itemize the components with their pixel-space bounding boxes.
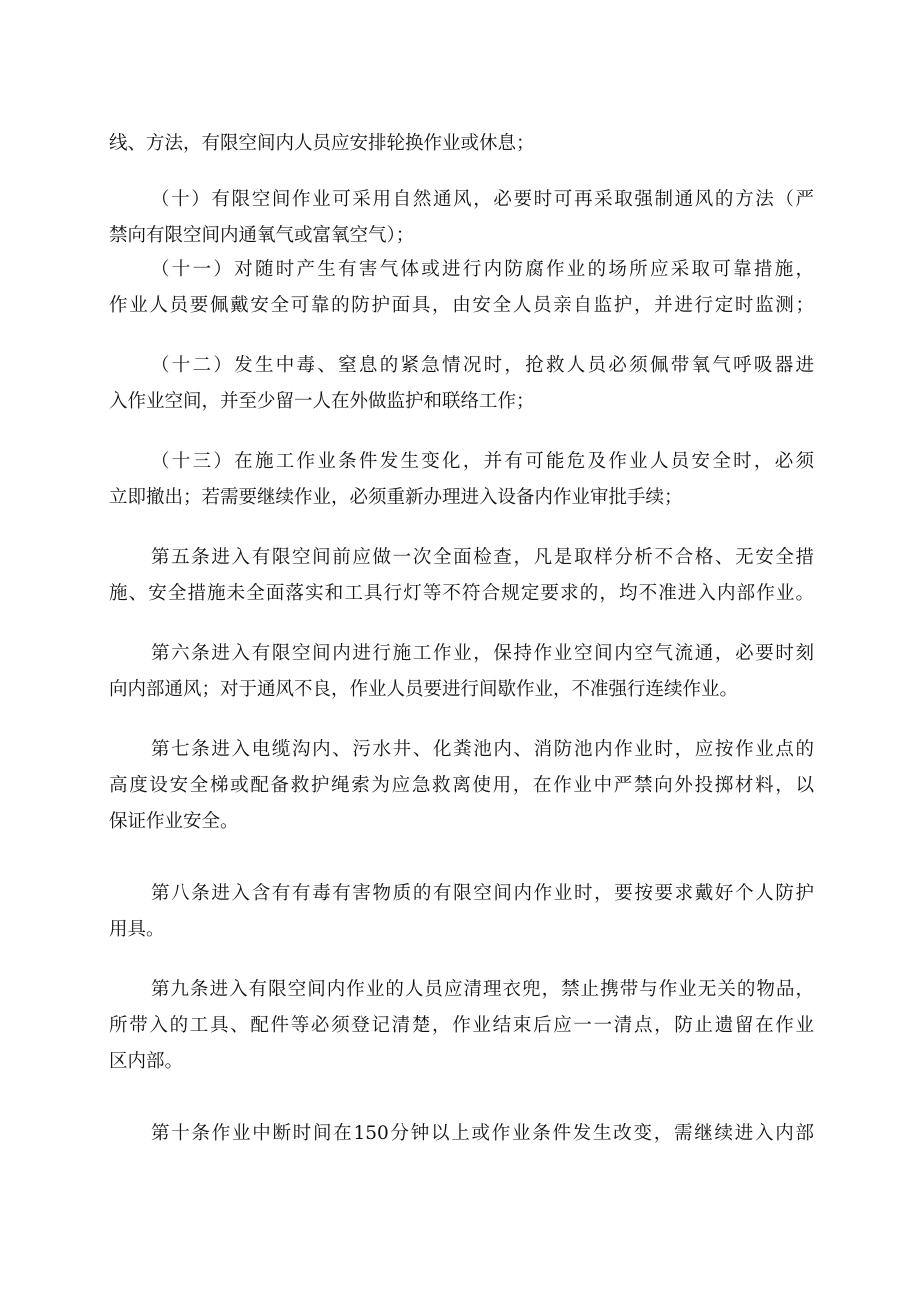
text-line: 向内部通风；对于通风不良，作业人员要进行间歇作业，不准强行连续作业。 xyxy=(109,679,739,700)
paragraph-article-7 xyxy=(109,732,814,840)
text-line: 立即撤出；若需要继续作业，必须重新办理进入设备内作业审批手续； xyxy=(109,487,683,508)
paragraph-article-9 xyxy=(109,972,814,1080)
text-line: 作业人员要佩戴安全可靠的防护面具，由安全人员亲自监护，并进行定时监测； xyxy=(109,295,814,316)
text-line: （十二）发生中毒、窒息的紧急情况时，抢救人员必须佩带氧气呼吸器进 xyxy=(151,355,814,376)
paragraph-continuation xyxy=(109,126,814,162)
paragraph-article-5 xyxy=(109,540,814,612)
paragraph-item-11 xyxy=(109,252,814,324)
text-line: 线、方法，有限空间内人员应安排轮换作业或休息； xyxy=(109,133,535,154)
paragraph-item-12 xyxy=(109,348,814,420)
paragraph-article-10 xyxy=(109,1116,814,1152)
text-line: 禁向有限空间内通氧气或富氧空气）； xyxy=(109,225,415,246)
text-line: 用具。 xyxy=(109,919,165,940)
text-line: 所带入的工具、配件等必须登记清楚，作业结束后应一一清点，防止遗留在作业 xyxy=(109,1015,814,1036)
text-line: 施、安全措施未全面落实和工具行灯等不符合规定要求的，均不准进入内部作业。 xyxy=(109,583,814,604)
text-line: 第九条进入有限空间内作业的人员应清理衣兜，禁止携带与作业无关的物品， xyxy=(151,979,814,1000)
text-line: 第十条作业中断时间在150分钟以上或作业条件发生改变，需继续进入内部 xyxy=(151,1123,814,1144)
paragraph-article-8 xyxy=(109,876,814,948)
paragraph-item-10 xyxy=(109,182,814,254)
text-line: （十一）对随时产生有害气体或进行内防腐作业的场所应采取可靠措施， xyxy=(151,259,814,280)
text-line: 区内部。 xyxy=(109,1051,184,1072)
text-line: 入作业空间，并至少留一人在外做监护和联络工作； xyxy=(109,391,535,412)
text-line: 第八条进入含有有毒有害物质的有限空间内作业时，要按要求戴好个人防护 xyxy=(151,883,814,904)
text-line: 第六条进入有限空间内进行施工作业，保持作业空间内空气流通，必要时刻 xyxy=(151,643,814,664)
paragraph-item-13 xyxy=(109,444,814,516)
text-line: 高度设安全梯或配备救护绳索为应急救离使用，在作业中严禁向外投掷材料，以 xyxy=(109,775,814,796)
text-line: 第五条进入有限空间前应做一次全面检查，凡是取样分析不合格、无安全措 xyxy=(151,547,814,568)
text-line: 保证作业安全。 xyxy=(109,811,239,832)
text-line: （十）有限空间作业可采用自然通风，必要时可再采取强制通风的方法（严 xyxy=(151,189,814,210)
text-line: 第七条进入电缆沟内、污水井、化粪池内、消防池内作业时，应按作业点的 xyxy=(151,739,814,760)
text-line: （十三）在施工作业条件发生变化，并有可能危及作业人员安全时，必须 xyxy=(151,451,814,472)
paragraph-article-6 xyxy=(109,636,814,708)
